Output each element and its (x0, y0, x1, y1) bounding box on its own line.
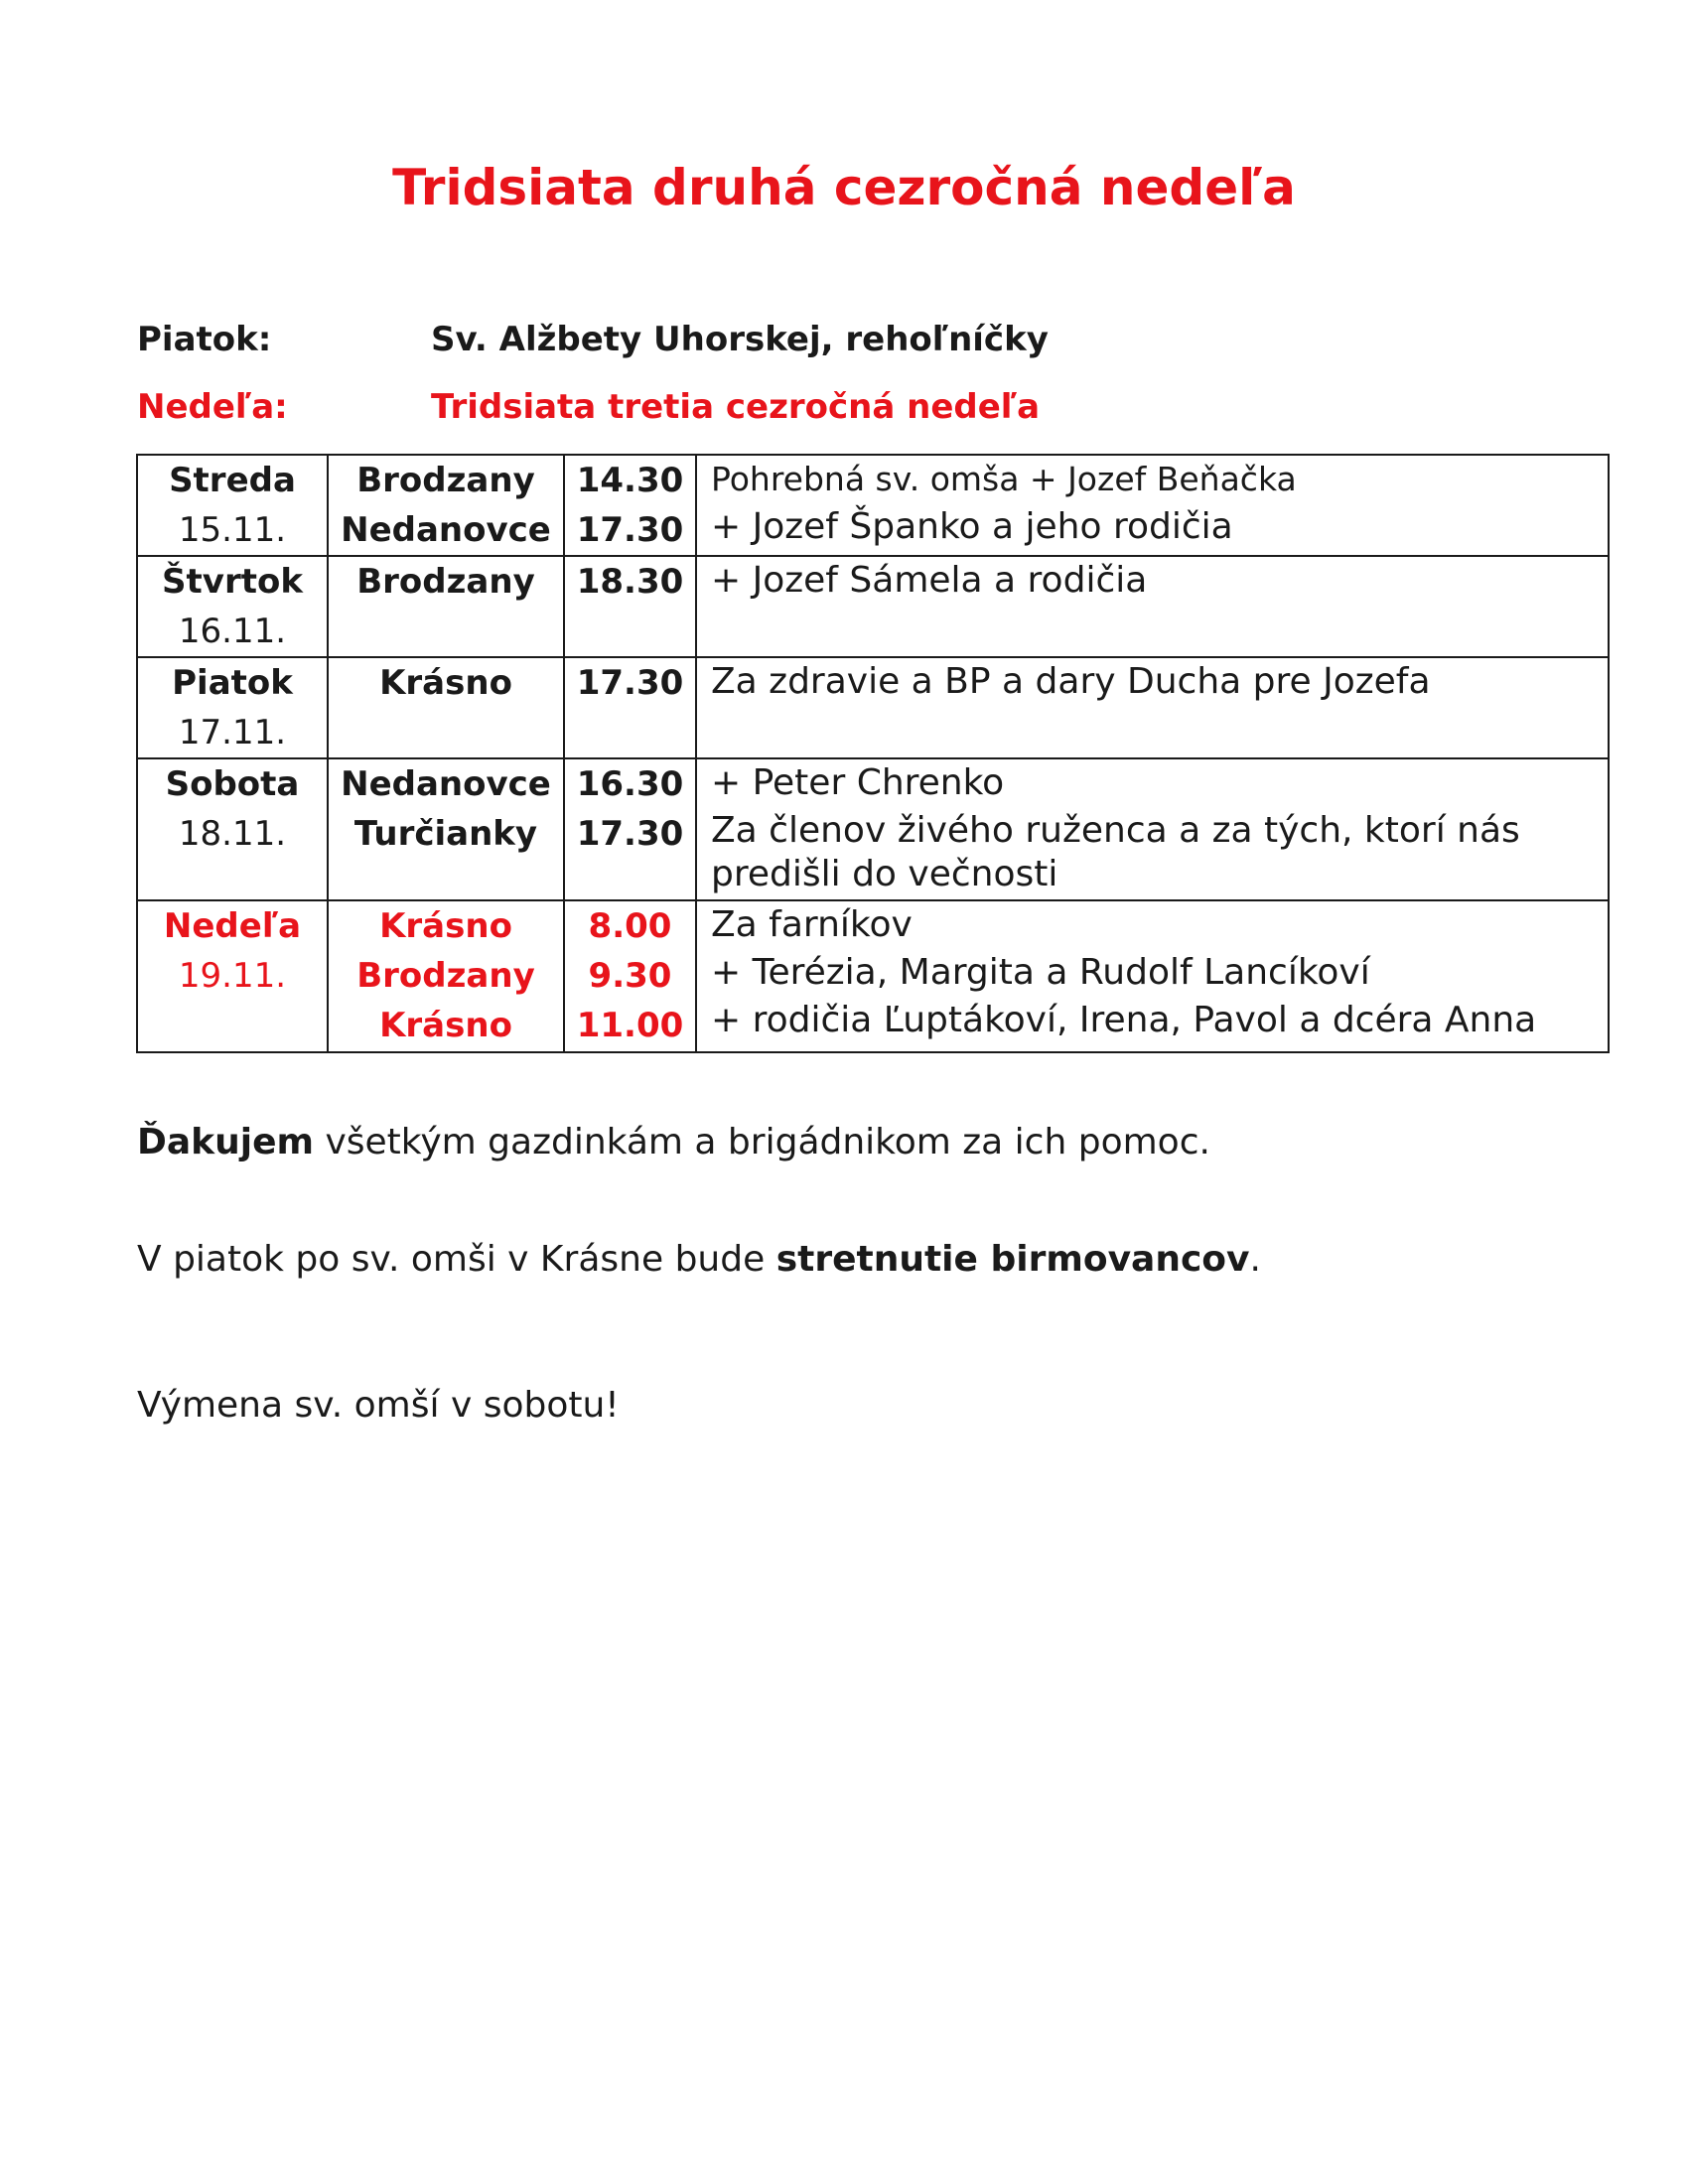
exchange-note: Výmena sv. omší v sobotu! (137, 1385, 620, 1426)
time: 8.00 (588, 906, 672, 946)
intention: + Jozef Španko a jeho rodičia (711, 506, 1233, 547)
meeting-period: . (1249, 1239, 1261, 1280)
time: 17.30 (576, 510, 684, 550)
intention: Pohrebná sv. omša + Jozef Beňačka (711, 460, 1297, 498)
place: Nedanovce (341, 510, 551, 550)
time: 17.30 (576, 663, 684, 703)
intention-cell (696, 758, 1609, 900)
place: Brodzany (356, 562, 535, 602)
day-name: Streda (169, 461, 296, 500)
meeting-text: V piatok po sv. omši v Krásne bude (137, 1239, 776, 1280)
place-cell (328, 556, 564, 657)
intention: Za zdravie a BP a dary Ducha pre Jozefa (711, 661, 1431, 702)
table-row (137, 556, 1609, 657)
time-cell (564, 900, 696, 1052)
intention-cell (696, 455, 1609, 556)
day-date: 19.11. (178, 956, 287, 996)
time: 16.30 (576, 764, 684, 804)
time: 11.00 (576, 1006, 684, 1045)
intention: Za členov živého ruženca a za tých, ktorí nás (711, 810, 1520, 851)
place-cell (328, 758, 564, 900)
page-title: Tridsiata druhá cezročná nedeľa (392, 159, 1296, 216)
day-name: Sobota (165, 764, 300, 804)
meeting-note (137, 1239, 1261, 1280)
table-row (137, 900, 1609, 1052)
table-row (137, 455, 1609, 556)
intention: + Terézia, Margita a Rudolf Lancíkoví (711, 952, 1370, 993)
place-cell (328, 657, 564, 758)
day-date: 17.11. (178, 713, 287, 752)
intention-cell (696, 556, 1609, 657)
intention: predišli do večnosti (711, 854, 1058, 894)
intention: + rodičia Ľuptákoví, Irena, Pavol a dcéra Anna (711, 1000, 1537, 1040)
time: 9.30 (588, 956, 672, 996)
day-name: Štvrtok (162, 562, 303, 602)
place: Krásno (379, 906, 512, 946)
place: Krásno (379, 1006, 512, 1045)
time-cell (564, 657, 696, 758)
day-date: 16.11. (178, 612, 287, 651)
time: 14.30 (576, 461, 684, 500)
day-cell (137, 758, 328, 900)
mass-schedule-table (136, 454, 1610, 1053)
feast-name: Sv. Alžbety Uhorskej, rehoľníčky (431, 320, 1049, 359)
time-cell (564, 758, 696, 900)
thanks-text: všetkým gazdinkám a brigádnikom za ich pomoc. (314, 1122, 1210, 1162)
feast-name: Tridsiata tretia cezročná nedeľa (431, 387, 1041, 427)
time-cell (564, 556, 696, 657)
intention: + Jozef Sámela a rodičia (711, 560, 1148, 601)
time: 17.30 (576, 814, 684, 854)
place: Brodzany (356, 461, 535, 500)
day-cell (137, 900, 328, 1052)
place: Brodzany (356, 956, 535, 996)
place: Turčianky (353, 814, 538, 854)
day-cell (137, 455, 328, 556)
day-name: Nedeľa (163, 906, 302, 946)
table-row (137, 657, 1609, 758)
intention: Za farníkov (711, 904, 913, 945)
day-name: Piatok (172, 663, 293, 703)
intention-cell (696, 657, 1609, 758)
place-cell (328, 900, 564, 1052)
feast-day-label: Piatok: (137, 320, 272, 359)
day-date: 15.11. (178, 510, 287, 550)
place: Krásno (379, 663, 512, 703)
thanks-note (137, 1122, 1210, 1162)
place: Nedanovce (341, 764, 551, 804)
day-cell (137, 556, 328, 657)
time: 18.30 (576, 562, 684, 602)
thanks-bold: Ďakujem (137, 1122, 315, 1162)
intention-cell (696, 900, 1609, 1052)
intention: + Peter Chrenko (711, 762, 1005, 803)
day-date: 18.11. (178, 814, 287, 854)
feast-day-label: Nedeľa: (137, 387, 288, 427)
place-cell (328, 455, 564, 556)
table-row (137, 758, 1609, 900)
time-cell (564, 455, 696, 556)
day-cell (137, 657, 328, 758)
meeting-bold: stretnutie birmovancov (775, 1239, 1250, 1280)
